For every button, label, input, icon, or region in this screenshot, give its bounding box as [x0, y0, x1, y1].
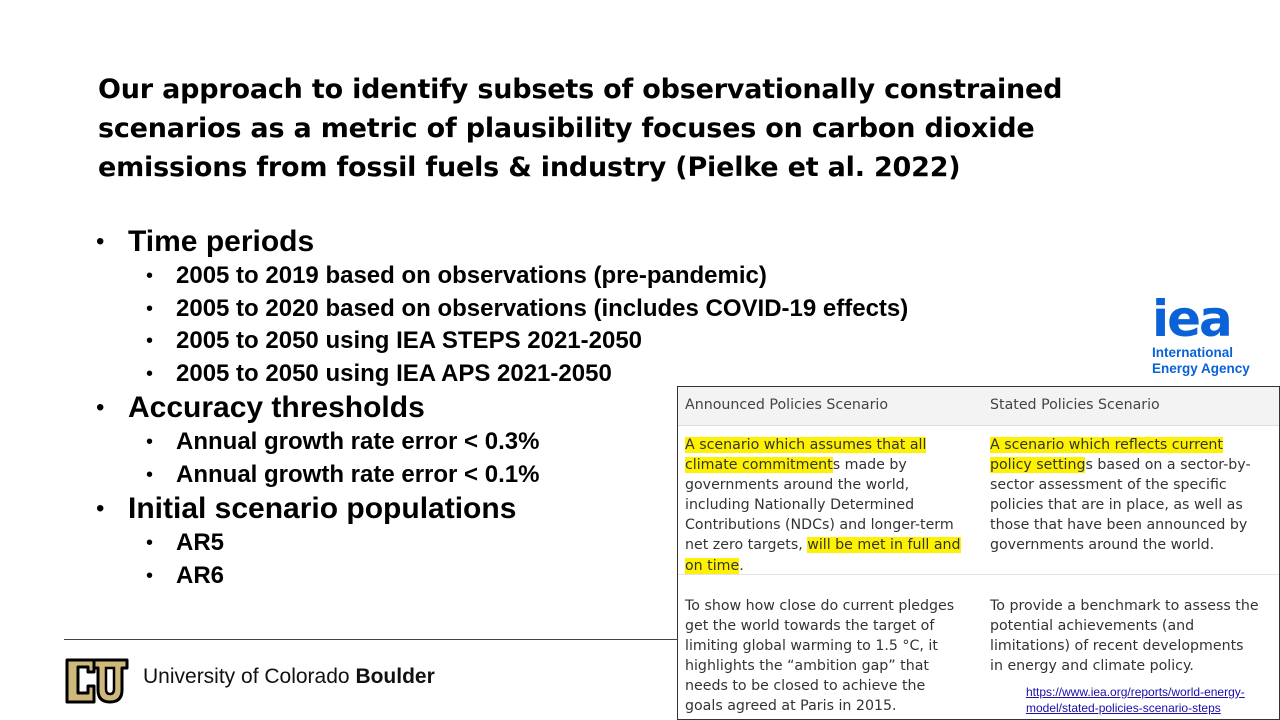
sub-bullet: • 2005 to 2050 using IEA STEPS 2021-2050 — [96, 325, 908, 358]
title-line: Our approach to identify subsets of observationally constrained — [98, 74, 1063, 105]
highlight: on time — [685, 557, 740, 574]
sub-bullet: • AR5 — [96, 527, 908, 560]
title-line: emissions from fossil fuels & industry (Pielke et al. 2022) — [98, 152, 961, 183]
bullet-heading: • Time periods — [96, 224, 908, 260]
cell-text: To provide a benchmark to assess the — [990, 598, 1259, 614]
cell-text: goals agreed at Paris in 2015. — [685, 698, 897, 715]
aps-definition-cell — [685, 435, 961, 576]
steps-definition-cell — [990, 435, 1251, 556]
cell-text: s made by — [832, 457, 907, 474]
cell-text: limitations) of recent developments — [990, 638, 1244, 655]
bullet-heading: • Initial scenario populations — [96, 491, 908, 527]
footer-divider — [64, 639, 678, 640]
table-row-divider — [678, 574, 1279, 575]
cell-text: in energy and climate policy. — [990, 658, 1194, 675]
link-line[interactable]: https://www.iea.org/reports/world-energy- — [1026, 685, 1245, 699]
highlight: A scenario which assumes that all — [685, 437, 927, 453]
cell-text: potential achievements (and — [990, 618, 1195, 635]
cell-text: net zero targets, — [685, 537, 808, 554]
scenario-table — [677, 386, 1280, 720]
bullet-group-time-periods — [96, 224, 908, 390]
highlight: climate commitment — [685, 457, 833, 474]
bullet-heading: • Accuracy thresholds — [96, 390, 908, 426]
cell-text: . — [739, 557, 744, 574]
cell-text: policies that are in place, as well as — [990, 497, 1243, 514]
sub-bullet: • 2005 to 2019 based on observations (pre-pandemic) — [96, 260, 908, 293]
highlight: will be met in full and — [807, 537, 961, 554]
cell-text: s based on a sector-by- — [1085, 457, 1251, 474]
university-name — [143, 665, 435, 689]
iea-source-link[interactable] — [1026, 684, 1245, 716]
table-header-steps: Stated Policies Scenario — [990, 397, 1160, 413]
cell-text: including Nationally Determined — [685, 497, 915, 514]
cell-text: sector assessment of the specific — [990, 477, 1227, 494]
iea-logo — [1152, 290, 1262, 382]
sub-bullet: • Annual growth rate error < 0.1% — [96, 459, 908, 492]
cell-text: needs to be closed to achieve the — [685, 678, 926, 695]
cell-text: governments around the world, — [685, 477, 910, 494]
cell-text: highlights the “ambition gap” that — [685, 658, 929, 675]
cell-text: Contributions (NDCs) and longer-term — [685, 517, 954, 534]
title-line: scenarios as a metric of plausibility focuses on carbon dioxide — [98, 113, 1035, 144]
highlight: policy setting — [990, 457, 1086, 474]
cell-text: To show how close do current pledges — [685, 598, 955, 614]
sub-bullet: • 2005 to 2050 using IEA APS 2021-2050 — [96, 358, 908, 391]
cu-boulder-logo-icon — [64, 656, 130, 706]
sub-bullet: • 2005 to 2020 based on observations (includes COVID-19 effects) — [96, 293, 908, 326]
highlight: A scenario which reflects current — [990, 437, 1223, 453]
cell-text: those that have been announced by — [990, 517, 1248, 534]
link-line[interactable]: model/stated-policies-scenario-steps — [1026, 701, 1221, 715]
steps-purpose-cell — [990, 596, 1259, 676]
cell-text: governments around the world. — [990, 537, 1215, 554]
iea-logo-line: International — [1152, 345, 1234, 360]
table-header-aps: Announced Policies Scenario — [685, 397, 889, 413]
cell-text: limiting global warming to 1.5 °C, it — [685, 638, 938, 655]
iea-logo-text — [1152, 345, 1262, 376]
table-header-row — [678, 387, 1279, 426]
campus-name-text: Boulder — [355, 665, 435, 688]
sub-bullet: • AR6 — [96, 560, 908, 593]
iea-logo-line: Energy Agency — [1152, 360, 1250, 376]
aps-purpose-cell — [685, 596, 954, 717]
university-name-text: University of Colorado — [143, 665, 350, 688]
sub-bullet: • Annual growth rate error < 0.3% — [96, 426, 908, 459]
slide-title — [98, 70, 1098, 187]
iea-logo-mark: iea — [1152, 290, 1231, 348]
cell-text: get the world towards the target of — [685, 618, 935, 635]
